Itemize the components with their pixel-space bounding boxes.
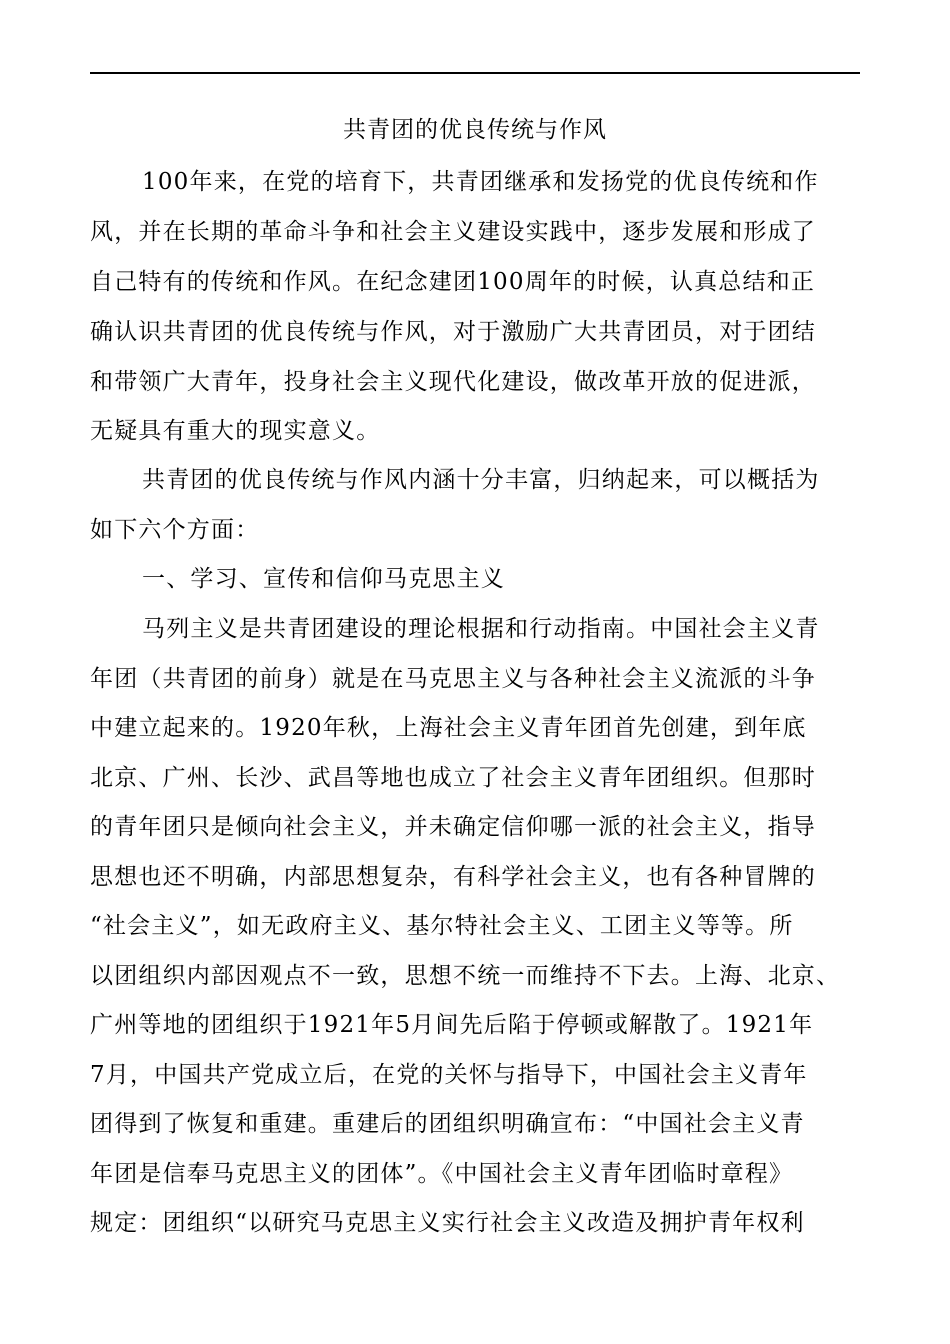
text-line: 风，并在长期的革命斗争和社会主义建设实践中，逐步发展和形成了 [90,219,816,245]
text-line: 北京、广州、长沙、武昌等地也成立了社会主义青年团组织。但那时 [90,765,816,791]
text-line: 7月，中国共产党成立后，在党的关怀与指导下，中国社会主义青年 [90,1062,808,1088]
text-line: 确认识共青团的优良传统与作风，对于激励广大共青团员，对于团结 [90,319,816,345]
text-line: 和带领广大青年，投身社会主义现代化建设，做改革开放的促进派， [90,369,816,395]
text-line: 100年来，在党的培育下，共青团继承和发扬党的优良传统和作 [142,169,819,195]
text-line: 马列主义是共青团建设的理论根据和行动指南。中国社会主义青 [142,616,820,642]
text-line: 以团组织内部因观点不一致，思想不统一而维持不下去。上海、北京、 [90,963,841,989]
text-line: “社会主义”，如无政府主义、基尔特社会主义、工团主义等等。所 [90,913,794,939]
section-heading: 一、学习、宣传和信仰马克思主义 [142,566,505,592]
text-line: 思想也还不明确，内部思想复杂，有科学社会主义，也有各种冒牌的 [90,864,816,890]
text-line: 自己特有的传统和作风。在纪念建团100周年的时候，认真总结和正 [90,269,816,295]
text-line: 共青团的优良传统与作风内涵十分丰富，归纳起来，可以概括为 [142,467,820,493]
text-line: 广州等地的团组织于1921年5月间先后陷于停顿或解散了。1921年 [90,1012,814,1038]
text-line: 无疑具有重大的现实意义。 [90,418,381,444]
text-line: 中建立起来的。1920年秋，上海社会主义青年团首先创建，到年底 [90,715,807,741]
text-line: 规定：团组织“以研究马克思主义实行社会主义改造及拥护青年权利 [90,1210,805,1236]
text-line: 如下六个方面： [90,517,260,543]
text-line: 年团（共青团的前身）就是在马克思主义与各种社会主义流派的斗争 [90,666,816,692]
text-line: 年团是信奉马克思主义的团体”。《中国社会主义青年团临时章程》 [90,1161,794,1187]
text-line: 团得到了恢复和重建。重建后的团组织明确宣布：“中国社会主义青 [90,1111,805,1137]
document-title: 共青团的优良传统与作风 [343,117,607,143]
header-rule [90,72,860,74]
text-line: 的青年团只是倾向社会主义，并未确定信仰哪一派的社会主义，指导 [90,814,816,840]
